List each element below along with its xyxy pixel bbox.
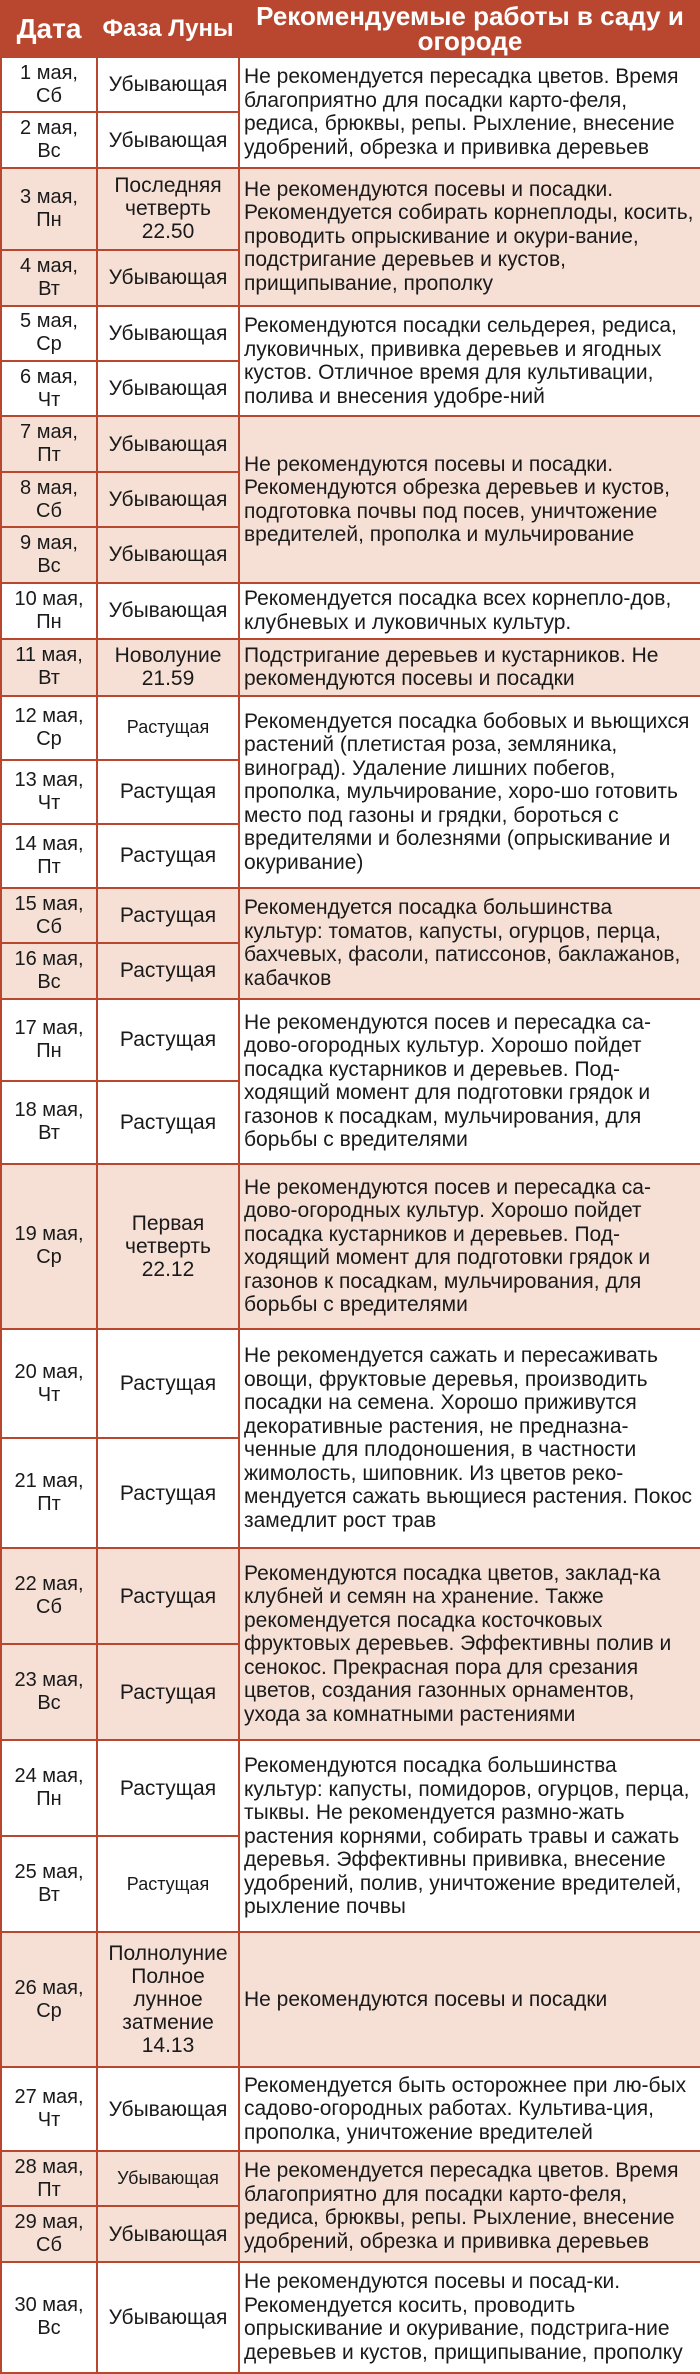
table-row [1,583,700,640]
table-row [1,639,700,696]
date-cell: 27 мая, Чт [1,2067,97,2151]
date-cell: 26 мая, Ср [1,1932,97,2067]
table-row [1,1740,700,1836]
moon-phase-cell: Растущая [97,824,239,888]
moon-phase-cell: Растущая [97,888,239,943]
recommendation-cell: Подстригание деревьев и кустарников. Не рекомендуются посевы и посадки [239,639,700,696]
table-row [1,999,700,1082]
recommendation-cell: Рекомендуются посадки сельдерея, редиса, луковичных, прививка деревьев и ягодных кустов. Отличное время для культивации, полива и внесения удобре-ний [239,306,700,417]
recommendation-cell: Не рекомендуется сажать и пересаживать овощи, фруктовые деревья, производить посадки на семена. Хорошо приживутся декоративные растения, не предназна-ченные для плодоношения, в частности жимолость, шиповник. Из цветов реко-мендуется сажать вьющиеся растения. Покос замедлит рост трав [239,1329,700,1548]
date-cell: 14 мая, Пт [1,824,97,888]
recommendation-cell: Рекомендуется посадка всех корнепло-дов, клубневых и луковичных культур. [239,583,700,640]
table-row [1,168,700,250]
table-row [1,306,700,361]
recommendation-cell: Не рекомендуются посевы и посад-ки. Рекомендуется косить, проводить опрыскивание и окуривание, подстрига-ние деревьев и кустов, прищипывание, прополку [239,2262,700,2373]
recommendation-cell: Рекомендуются посадка большинства культур: капусты, помидоров, огурцов, перца, тыквы. Не рекомендуется размно-жать растения корнями, собирать травы и сажать деревья. Эффективны прививка, внесение удобрений, полив, уничтожение вредителей, рыхление почвы [239,1740,700,1932]
recommendation-cell: Не рекомендуется пересадка цветов. Время благоприятно для посадки карто-феля, редиса, брюквы, репы. Рыхление, внесение удобрений, обрезка и прививка деревьев [239,57,700,168]
moon-phase-cell: Растущая [97,1081,239,1164]
date-cell: 29 мая, Сб [1,2206,97,2261]
moon-phase-cell: Последняя четверть 22.50 [97,168,239,250]
moon-phase-cell: Убывающая [97,2067,239,2151]
date-cell: 22 мая, Сб [1,1548,97,1644]
table-row [1,1329,700,1439]
header-moon-phase: Фаза Луны [97,1,239,57]
table-row [1,1932,700,2067]
moon-phase-cell: Новолуние 21.59 [97,639,239,696]
moon-phase-cell: Растущая [97,1836,239,1932]
moon-phase-cell: Убывающая [97,527,239,582]
moon-phase-cell: Растущая [97,943,239,998]
recommendation-cell: Не рекомендуются посев и пересадка са-дово-огородных культур. Хорошо пойдет посадка кустарников и деревьев. Под-ходящий момент для подготовки грядок и газонов к посадкам, мульчирования, для борьбы с вредителями [239,1164,700,1329]
moon-phase-cell: Первая четверть 22.12 [97,1164,239,1329]
date-cell: 10 мая, Пн [1,583,97,640]
moon-phase-cell: Убывающая [97,416,239,471]
date-cell: 2 мая, Вс [1,112,97,167]
date-cell: 12 мая, Ср [1,696,97,760]
date-cell: 7 мая, Пт [1,416,97,471]
date-cell: 28 мая, Пт [1,2151,97,2206]
date-cell: 1 мая, Сб [1,57,97,112]
moon-phase-cell: Убывающая [97,2206,239,2261]
date-cell: 11 мая, Вт [1,639,97,696]
moon-phase-cell: Убывающая [97,250,239,306]
moon-phase-cell: Растущая [97,1438,239,1548]
header-date: Дата [1,1,97,57]
recommendation-cell: Не рекомендуется пересадка цветов. Время благоприятно для посадки карто-феля, редиса, брюквы, репы. Рыхление, внесение удобрений, обрезка и прививка деревьев [239,2151,700,2262]
date-cell: 15 мая, Сб [1,888,97,943]
moon-phase-cell: Растущая [97,1740,239,1836]
moon-phase-cell: Растущая [97,999,239,1082]
moon-phase-cell: Убывающая [97,361,239,416]
date-cell: 9 мая, Вс [1,527,97,582]
header-recommended-works: Рекомендуемые работы в саду и огороде [239,1,700,57]
recommendation-cell: Не рекомендуются посев и пересадка са-дово-огородных культур. Хорошо пойдет посадка кустарников и деревьев. Под-ходящий момент для подготовки грядок и газонов к посадкам, мульчирования, для борьбы с вредителями [239,999,700,1164]
table-row [1,416,700,471]
recommendation-cell: Не рекомендуются посевы и посадки. Рекомендуется собирать корнеплоды, косить, проводить опрыскивание и окури-вание, подстригание деревьев и кустов, прищипывание, прополку [239,168,700,306]
table-row [1,696,700,760]
date-cell: 5 мая, Ср [1,306,97,361]
date-cell: 23 мая, Вс [1,1644,97,1740]
table-row [1,1164,700,1329]
date-cell: 20 мая, Чт [1,1329,97,1439]
moon-phase-cell: Убывающая [97,2262,239,2373]
moon-phase-cell: Растущая [97,1329,239,1439]
date-cell: 16 мая, Вс [1,943,97,998]
date-cell: 25 мая, Вт [1,1836,97,1932]
moon-phase-cell: Убывающая [97,472,239,527]
moon-phase-cell: Полнолуние Полное лунное затмение 14.13 [97,1932,239,2067]
date-cell: 3 мая, Пн [1,168,97,250]
recommendation-cell: Рекомендуется посадка большинства культур: томатов, капусты, огурцов, перца, бахчевых, фасоли, патиссонов, баклажанов, кабачков [239,888,700,999]
recommendation-cell: Не рекомендуются посевы и посадки [239,1932,700,2067]
table-row [1,2067,700,2151]
moon-phase-cell: Растущая [97,696,239,760]
date-cell: 21 мая, Пт [1,1438,97,1548]
date-cell: 4 мая, Вт [1,250,97,306]
date-cell: 24 мая, Пн [1,1740,97,1836]
recommendation-cell: Рекомендуется посадка бобовых и вьющихся растений (плетистая роза, земляника, виноград). Удаление лишних побегов, прополка, мульчирование, хоро-шо готовить место под газоны и грядки, бороться с вредителями и болезнями (опрыскивание и окуривание) [239,696,700,888]
recommendation-cell: Не рекомендуются посевы и посадки. Рекомендуются обрезка деревьев и кустов, подготовка почвы под посев, уничтожение вредителей, прополка и мульчирование [239,416,700,582]
date-cell: 6 мая, Чт [1,361,97,416]
moon-phase-cell: Убывающая [97,57,239,112]
date-cell: 13 мая, Чт [1,760,97,824]
date-cell: 19 мая, Ср [1,1164,97,1329]
moon-phase-cell: Растущая [97,760,239,824]
table-row [1,2151,700,2206]
moon-phase-cell: Растущая [97,1548,239,1644]
date-cell: 17 мая, Пн [1,999,97,1082]
date-cell: 8 мая, Сб [1,472,97,527]
moon-phase-cell: Убывающая [97,306,239,361]
date-cell: 30 мая, Вс [1,2262,97,2373]
table-row [1,1548,700,1644]
recommendation-cell: Рекомендуются посадка цветов, заклад-ка клубней и семян на хранение. Также рекомендуется посадка косточковых фруктовых деревьев. Эффективны полив и сенокос. Прекрасная пора для срезания цветов, создания газонных орнаментов, ухода за комнатными растениями [239,1548,700,1740]
table-header [1,1,700,57]
header-row [1,1,700,57]
table-body [1,57,700,2373]
date-cell: 18 мая, Вт [1,1081,97,1164]
table-row [1,2262,700,2373]
moon-phase-cell: Убывающая [97,2151,239,2206]
moon-phase-cell: Убывающая [97,583,239,640]
recommendation-cell: Рекомендуется быть осторожнее при лю-бых садово-огородных работах. Культива-ция, прополка, уничтожение вредителей [239,2067,700,2151]
moon-phase-cell: Растущая [97,1644,239,1740]
table-row [1,888,700,943]
moon-phase-cell: Убывающая [97,112,239,167]
table-row [1,57,700,112]
